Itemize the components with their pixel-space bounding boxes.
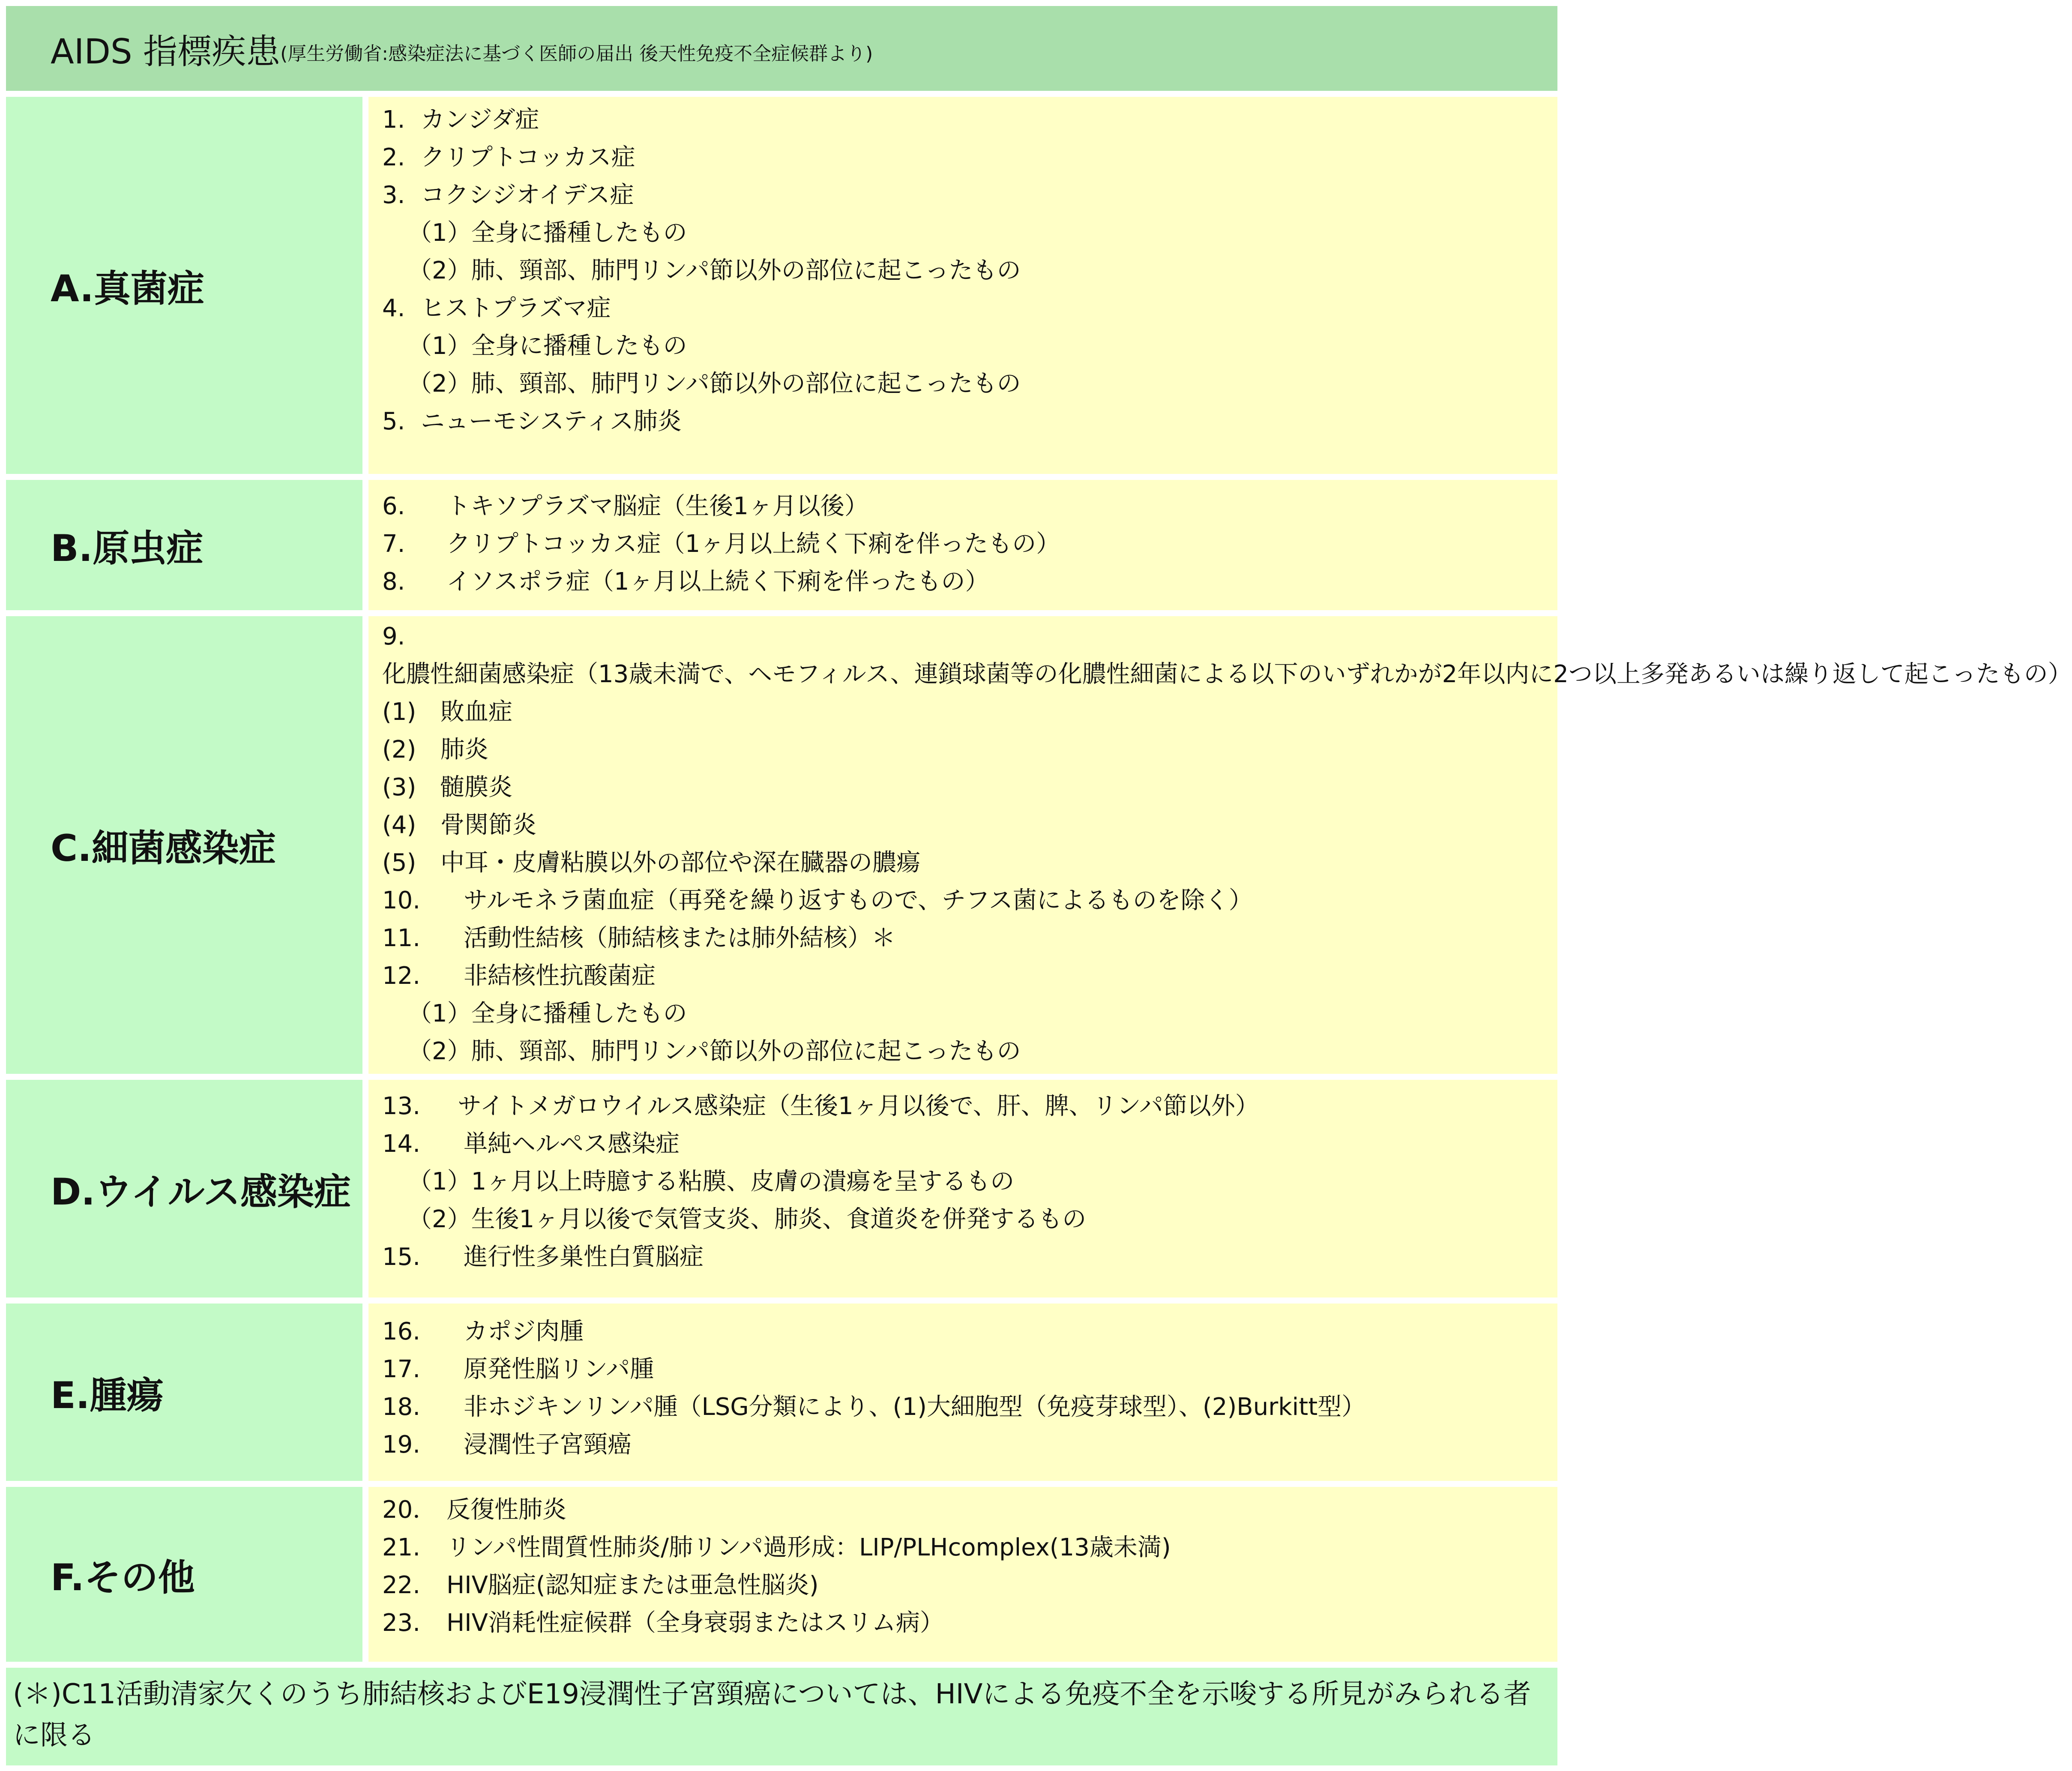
category-label: C.細菌感染症 — [6, 616, 362, 1074]
category-label: A.真菌症 — [6, 97, 362, 474]
list-item: 9.化膿性細菌感染症（13歳未満で、ヘモフィルス、連鎖球菌等の化膿性細菌による以下のいずれかが2年以内に2つ以上多発あるいは繰り返して起こったもの） — [382, 618, 1549, 693]
list-item: 20． 反復性肺炎 — [382, 1496, 566, 1524]
list-item: 4. ヒストプラズマ症 — [382, 294, 611, 322]
list-item: 1. カンジダ症 — [382, 106, 539, 134]
page-subtitle: (厚生労働省:感染症法に基づく医師の届出 後天性免疫不全症候群より) — [280, 43, 873, 65]
page-title: AIDS 指標疾患 — [51, 31, 281, 72]
list-item: 11. 活動性結核（肺結核または肺外結核）＊ — [382, 924, 895, 952]
list-item: 6. トキソプラズマ脳症（生後1ヶ月以後） — [382, 492, 868, 520]
footnote — [6, 1668, 1557, 1765]
list-item: 22. HIV脳症(認知症または亜急性脳炎) — [382, 1571, 819, 1599]
category-label: F.その他 — [6, 1487, 362, 1662]
list-subitem: (3) 髄膜炎 — [382, 773, 512, 801]
list-subitem: (5) 中耳・皮膚粘膜以外の部位や深在臓器の膿瘍 — [382, 849, 920, 877]
list-subitem: (1) 敗血症 — [382, 698, 512, 726]
category-row-protozoal — [6, 480, 1557, 610]
list-item: 12. 非結核性抗酸菌症 — [382, 962, 656, 990]
list-subitem: (4) 骨関節炎 — [382, 811, 536, 839]
list-item: 14. 単純ヘルペス感染症 — [382, 1130, 680, 1158]
category-row-bacterial — [6, 616, 2072, 1074]
list-subitem: （2）生後1ヶ月以後で気管支炎、肺炎、食道炎を併発するもの — [408, 1205, 1087, 1233]
category-items — [368, 1487, 1557, 1662]
list-subitem: （1）1ヶ月以上時臆する粘膜、皮膚の潰瘍を呈するもの — [408, 1168, 1015, 1196]
list-item: 19. 浸潤性子宮頸癌 — [382, 1431, 632, 1459]
list-subitem: (2) 肺炎 — [382, 736, 488, 764]
footnote-text: (＊)C11活動清家欠くのうち肺結核およびE19浸潤性子宮頸癌については、HIVによる免疫不全を示唆する所見がみられる者に限る — [13, 1678, 1531, 1751]
list-subitem: （2）肺、頸部、肺門リンパ節以外の部位に起こったもの — [408, 257, 1021, 285]
list-item: 10. サルモネラ菌血症（再発を繰り返すもので、チフス菌によるものを除く） — [382, 887, 1253, 914]
list-item: 18. 非ホジキンリンパ腫（LSG分類により、(1)大細胞型（免疫芽球型）、(2)Burkitt型） — [382, 1393, 1366, 1421]
category-row-tumor — [6, 1304, 1557, 1481]
category-label: E.腫瘍 — [6, 1304, 362, 1481]
category-label: D.ウイルス感染症 — [6, 1080, 362, 1298]
category-row-fungal — [6, 97, 1557, 474]
list-subitem: （2）肺、頸部、肺門リンパ節以外の部位に起こったもの — [408, 1037, 1021, 1065]
list-item: 21. リンパ性間質性肺炎/肺リンパ過形成：LIP/PLHcomplex(13歳未満) — [382, 1534, 1171, 1561]
list-item: 7. クリプトコッカス症（1ヶ月以上続く下痢を伴ったもの） — [382, 530, 1060, 558]
list-subitem: （1）全身に播種したもの — [408, 219, 687, 247]
category-items — [368, 480, 1557, 610]
list-item: 2. クリプトコッカス症 — [382, 144, 635, 171]
list-subitem: （1）全身に播種したもの — [408, 1000, 687, 1028]
list-item: 8. イソスポラ症（1ヶ月以上続く下痢を伴ったもの） — [382, 568, 989, 596]
list-item-number: 9. — [382, 623, 405, 650]
category-items — [368, 1304, 1557, 1481]
list-item: 5. ニューモシスティス肺炎 — [382, 408, 682, 435]
list-item: 23. HIV消耗性症候群（全身衰弱またはスリム病） — [382, 1609, 944, 1637]
list-subitem: （2）肺、頸部、肺門リンパ節以外の部位に起こったもの — [408, 370, 1021, 398]
category-items — [368, 97, 1557, 474]
list-item: 13. サイトメガロウイルス感染症（生後1ヶ月以後で、肝、脾、リンパ節以外） — [382, 1092, 1259, 1120]
list-item: 17. 原発性脳リンパ腫 — [382, 1355, 654, 1383]
category-items — [368, 616, 2072, 1074]
list-item: 3. コクシジオイデス症 — [382, 181, 634, 209]
list-subitem: （1）全身に播種したもの — [408, 332, 687, 360]
list-item: 15. 進行性多巣性白質脳症 — [382, 1243, 704, 1271]
category-label: B.原虫症 — [6, 480, 362, 610]
list-item: 16. カポジ肉腫 — [382, 1318, 584, 1345]
category-row-other — [6, 1487, 1557, 1662]
category-items — [368, 1080, 1557, 1298]
category-row-viral — [6, 1080, 1557, 1298]
page-header — [6, 6, 1557, 91]
